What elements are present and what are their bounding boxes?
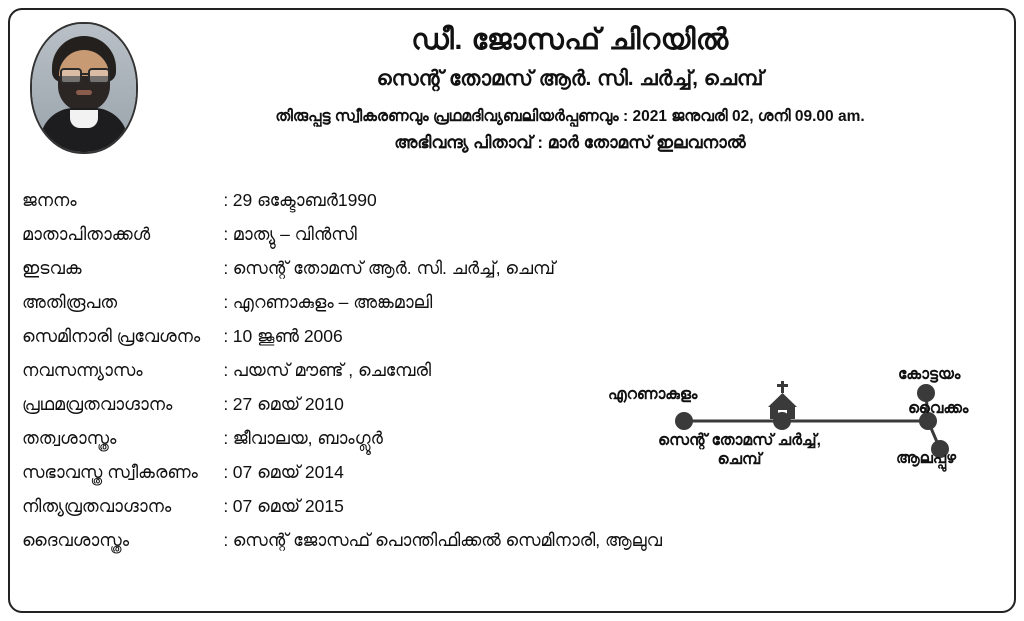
detail-value: 10 ജൂൺ 2006 (232, 325, 343, 346)
detail-separator: : (223, 529, 229, 550)
detail-value: 27 മെയ് 2010 (232, 393, 344, 414)
table-row (22, 489, 662, 523)
detail-label: മാതാപിതാക്കൾ (22, 223, 151, 244)
detail-label: സഭാവസ്ത്ര സ്വീകരണം (22, 461, 198, 482)
header-text-block (148, 18, 1002, 155)
page-title: ഡീ. ജോസഫ് ചിറയിൽ (411, 24, 729, 56)
table-row (22, 353, 662, 387)
map-node-ernakulam (675, 412, 693, 430)
map-label-vaikom: വൈക്കം (908, 400, 969, 417)
table-row (22, 523, 662, 557)
portrait-photo (32, 24, 136, 152)
detail-value: പയസ് മൗണ്ട് , ചെമ്പേരി (232, 359, 432, 380)
map-label-kottayam: കോട്ടയം (898, 366, 961, 383)
detail-separator: : (223, 291, 229, 312)
detail-separator: : (223, 189, 229, 210)
portrait-mouth (76, 90, 92, 95)
table-row (22, 421, 662, 455)
table-row (22, 217, 662, 251)
detail-value: മാത്യു – വിൻസി (232, 223, 357, 244)
portrait-collar (70, 110, 98, 128)
location-map (608, 363, 1008, 503)
detail-label: ജനനം (22, 189, 77, 210)
table-row (22, 387, 662, 421)
detail-label: അതിരൂപത (22, 291, 118, 312)
detail-value: ജീവാലയ, ബാംഗ്ലൂർ (232, 427, 383, 448)
detail-value: എറണാകുളം – അങ്കമാലി (232, 291, 433, 312)
map-node-church (773, 412, 791, 430)
map-label-church (658, 431, 821, 470)
table-row (22, 319, 662, 353)
detail-value: സെന്റ് ജോസഫ് പൊന്തിഫിക്കൽ സെമിനാരി, ആലുവ (232, 529, 662, 550)
detail-value: 29 ഒക്ടോബർ1990 (232, 189, 377, 210)
card-header (22, 18, 1002, 173)
table-row (22, 183, 662, 217)
map-label-ernakulam: എറണാകുളം (608, 386, 698, 403)
detail-label: തത്വശാസ്ത്രം (22, 427, 117, 448)
card-body (22, 183, 1002, 557)
portrait-shoulder-left (38, 128, 64, 154)
card-content (22, 18, 1002, 603)
detail-value: 07 മെയ് 2014 (232, 461, 344, 482)
detail-label: ദൈവശാസ്ത്രം (22, 529, 130, 550)
detail-separator: : (223, 359, 229, 380)
detail-separator: : (223, 427, 229, 448)
map-label-church-text: സെന്റ് തോമസ് ചർച്ച്, ചെമ്പ് (658, 432, 821, 469)
portrait-glasses-right (88, 68, 110, 84)
detail-value: സെന്റ് തോമസ് ആർ. സി. ചർച്ച്, ചെമ്പ് (232, 257, 556, 278)
detail-label: നിത്യവ്രതവാഗ്ദാനം (22, 495, 172, 516)
map-label-alappuzha: ആലപ്പുഴ (896, 450, 957, 467)
detail-separator: : (223, 461, 229, 482)
detail-separator: : (223, 223, 229, 244)
table-row (22, 455, 662, 489)
table-row (22, 285, 662, 319)
details-table (22, 183, 662, 557)
table-row (22, 251, 662, 285)
header-bishop-line: അഭിവന്ദ്യ പിതാവ് : മാർ തോമസ് ഇലവനാൽ (394, 132, 746, 152)
header-parish: സെന്റ് തോമസ് ആർ. സി. ചർച്ച്, ചെമ്പ് (376, 67, 764, 91)
avatar (30, 22, 138, 154)
portrait-shoulder-right (104, 128, 130, 154)
detail-label: പ്രഥമവ്രതവാഗ്ദാനം (22, 393, 173, 414)
detail-separator: : (223, 393, 229, 414)
detail-separator: : (223, 325, 229, 346)
portrait-glasses-bridge (80, 73, 88, 75)
detail-label: സെമിനാരി പ്രവേശനം (22, 325, 201, 346)
portrait-glasses-left (60, 68, 82, 84)
detail-label: ഇടവക (22, 257, 82, 278)
detail-separator: : (223, 257, 229, 278)
detail-label: നവസന്ന്യാസം (22, 359, 143, 380)
header-ordination-line: തിരുപ്പട്ട സ്വീകരണവും പ്രഥമദിവ്യബലിയർപ്പണവും : 2021 ജനുവരി 02, ശനി 09.00 am. (275, 107, 865, 125)
detail-value: 07 മെയ് 2015 (232, 495, 344, 516)
detail-separator: : (223, 495, 229, 516)
